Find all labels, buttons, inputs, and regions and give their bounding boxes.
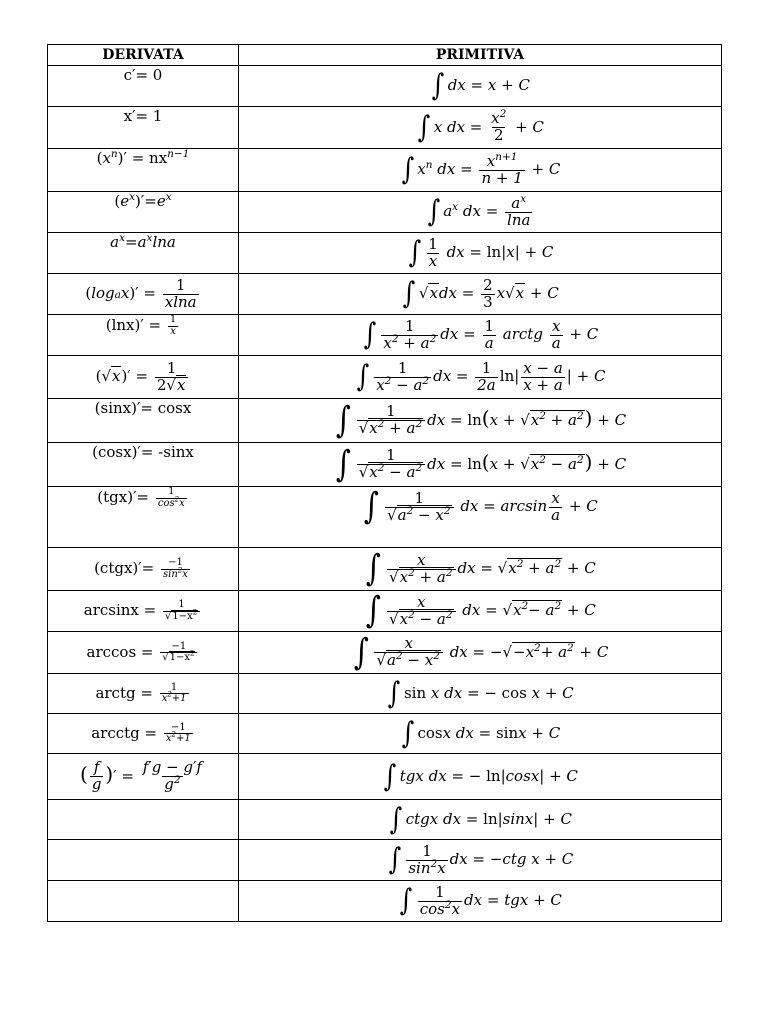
primitiva-cell [239,315,722,356]
derivata-cell [48,443,239,487]
primitiva-cell [239,591,722,632]
derivata-cell [48,548,239,591]
primitiva-formula: ∫ x dx = $\frac{x^2}{2}$ + C [417,108,544,145]
table-row [48,800,722,840]
primitiva-formula: ∫ $\frac{1}{x^2 - a^2}$ dx = $\frac{1}{2a}$ ln| $\frac{x - a}{x + a}$ | + C [356,358,606,394]
derivata-formula: arcsinx = $\frac{1}{√1-x^2}$ [84,601,202,619]
table-row [48,840,722,881]
derivata-cell [48,356,239,399]
table-row [48,548,722,591]
derivata-formula: $(x^n)' = nx^{n-1}$ [96,148,190,167]
table-row [48,881,722,922]
primitiva-cell [239,274,722,315]
derivata-cell [48,149,239,192]
header-derivata: DERIVATA [48,45,239,66]
derivata-formula: (sinx)′= cosx [94,399,192,417]
primitiva-cell [239,674,722,714]
primitiva-cell [239,399,722,443]
primitiva-cell [239,233,722,274]
table-row [48,233,722,274]
table-row [48,192,722,233]
primitiva-cell [239,107,722,149]
primitiva-cell [239,840,722,881]
primitiva-cell [239,487,722,548]
derivata-formula: (lnx)′ = $\frac{1}{x}$ [105,314,177,337]
derivata-cell [48,233,239,274]
table-row [48,487,722,548]
primitiva-cell [239,356,722,399]
primitiva-formula: ∫ $\frac{1}{√x^2 + a^2}$ dx = $\ln(x + √x^2 + a^2) + C$ [335,399,627,441]
formula-table [47,44,722,922]
derivata-cell [48,674,239,714]
primitiva-formula: ∫ ctgx dx = ln|sinx| + C [389,801,572,837]
table-row [48,66,722,107]
derivata-cell [48,487,239,548]
primitiva-cell [239,443,722,487]
primitiva-cell [239,548,722,591]
primitiva-formula: ∫ $\frac{1}{√a^2 - x^2}$ dx = arcsin $\frac{x}{a}$ + C [364,486,598,527]
table-row [48,399,722,443]
table-row [48,754,722,800]
table-row [48,149,722,192]
derivata-formula: $(e^x)'=e^x$ [114,191,172,210]
derivata-formula: $a^x=a^x\ln a$ [110,232,176,251]
table-row [48,315,722,356]
primitiva-formula: ∫ $a^x$ dx = $\frac{a^x}{\ln a}$ [427,192,531,229]
derivata-formula: ( $\frac{f}{g}$ )′ = $\frac{f'g - g'f}{g^2}$ [80,758,202,793]
primitiva-formula: ∫ $\frac{x}{√x^2 - a^2}$ dx = $√x^2- a^2 + C$ [366,590,596,631]
table-row [48,356,722,399]
derivata-formula: (tgx)′= $\frac{1}{\cos^2x}$ [97,486,185,509]
primitiva-formula: ∫ $x^n$ dx = $\frac{x^{n+1}}{n + 1}$ + C [401,150,561,187]
derivata-formula: (ctgx)′= $\frac{-1}{\sin^2x}$ [94,557,188,580]
primitiva-formula: ∫ $\frac{1}{\cos^2x}$ dx = tgx + C [399,882,562,918]
primitiva-cell [239,66,722,107]
table-row [48,591,722,632]
table-row [48,714,722,754]
primitiva-formula: ∫ $\frac{x}{√x^2 + a^2}$ dx = $√x^2 + a^2 + C$ [366,548,596,589]
primitiva-cell [239,754,722,800]
primitiva-cell [239,800,722,840]
derivata-cell [48,107,239,149]
primitiva-formula: ∫ $\frac{1}{x^2 + a^2}$ dx = $\frac{1}{a}$ arctg $\frac{x}{a}$ + C [363,316,599,352]
derivata-cell [48,632,239,674]
derivata-cell [48,315,239,356]
primitiva-formula: ∫ $\frac{1}{\sin^2x}$ dx = −ctg x + C [388,841,574,877]
table-row [48,632,722,674]
derivata-formula: arctg = $\frac{1}{x^2+1}$ [95,681,187,704]
table-row [48,107,722,149]
primitiva-formula: ∫ $\frac{1}{x}$ dx = ln|x| + C [408,234,554,270]
derivata-cell [48,399,239,443]
primitiva-formula: ∫ cosx dx = sinx + C [401,715,561,751]
primitiva-cell [239,714,722,754]
primitiva-cell [239,149,722,192]
derivata-cell [48,66,239,107]
primitiva-cell [239,192,722,233]
primitiva-cell [239,632,722,674]
primitiva-formula: ∫ sin x dx = − cos x + C [387,675,574,711]
derivata-cell [48,274,239,315]
derivata-cell [48,881,239,922]
table-row [48,274,722,315]
table-row [48,674,722,714]
derivata-cell [48,800,239,840]
primitiva-formula: ∫ tgx dx = − ln|cosx| + C [383,758,578,794]
primitiva-formula: ∫ dx = x + C [431,68,530,103]
primitiva-formula: ∫ √xdx = $\frac{2}{3}$ x√x + C [402,275,559,311]
derivata-cell [48,754,239,800]
derivata-formula: (cosx)′= -sinx [92,443,194,461]
derivata-cell [48,192,239,233]
header-primitiva: PRIMITIVA [239,45,722,66]
primitiva-formula: ∫ $\frac{x}{√a^2 - x^2}$ dx = $-√-x^2+ a^2 + C$ [353,631,609,673]
derivata-formula: arccos = $\frac{-1}{√1-x^2}$ [87,643,200,661]
derivata-formula: (logax)′ = $\frac{1}{xlna}$ [85,275,197,311]
derivata-cell [48,840,239,881]
derivata-formula: arcctg = $\frac{-1}{x^2+1}$ [91,721,191,744]
derivata-cell [48,714,239,754]
primitiva-cell [239,881,722,922]
primitiva-formula: ∫ $\frac{1}{√x^2 - a^2}$ dx = $\ln(x + √x^2 - a^2) + C$ [335,443,627,485]
derivata-cell [48,591,239,632]
header-row [48,45,722,66]
table-row [48,443,722,487]
derivata-formula: x′= 1 [123,107,163,125]
derivata-formula: (√x)′ = $\frac{1}{2√x}$ [96,367,191,385]
derivata-formula: c′= 0 [123,66,163,84]
